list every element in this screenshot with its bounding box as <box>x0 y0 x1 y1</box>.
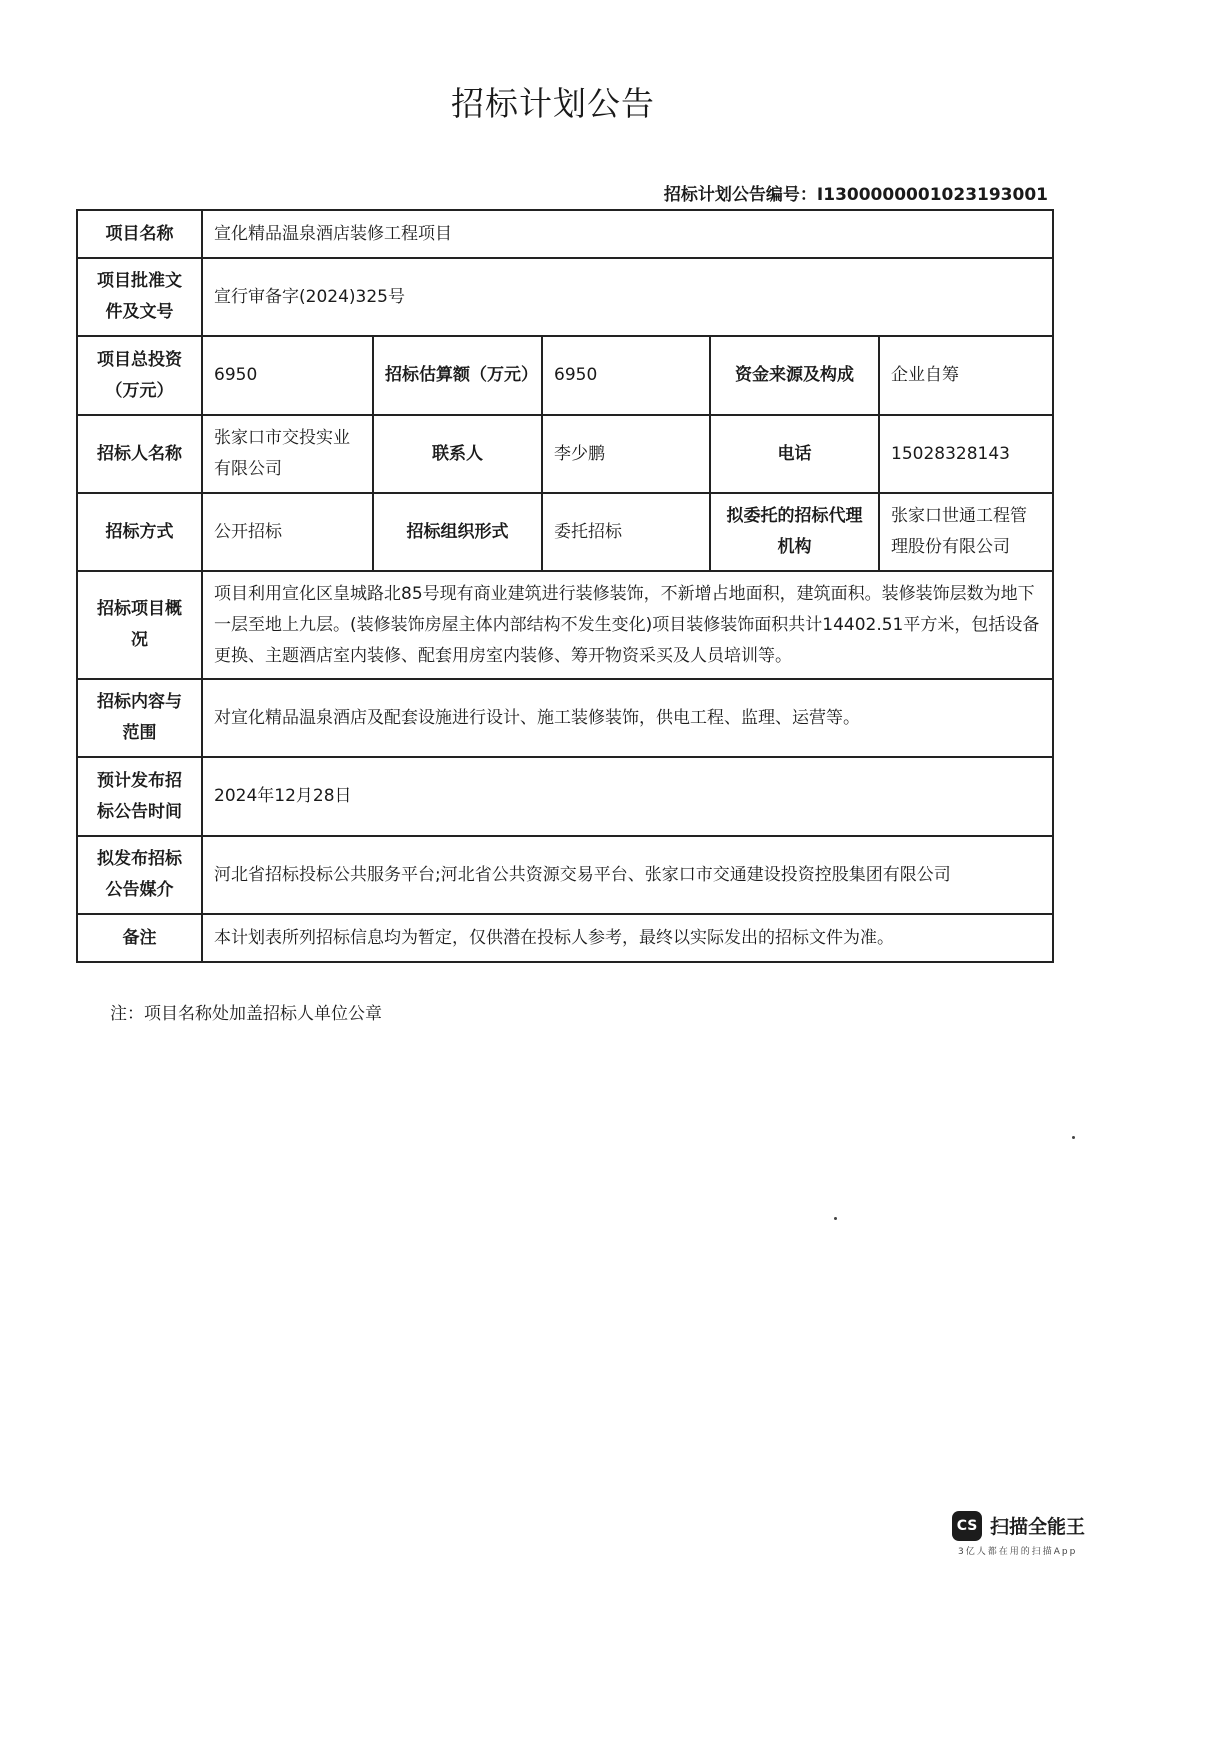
table-row <box>77 493 1053 571</box>
total-investment-value: 6950 <box>202 336 373 415</box>
publish-time-value: 2024年12月28日 <box>202 757 1053 836</box>
media-value: 河北省招标投标公共服务平台;河北省公共资源交易平台、张家口市交通建设投资控股集团有限公司 <box>202 836 1053 914</box>
contact-value: 李少鹏 <box>542 415 710 493</box>
fund-source-value: 企业自筹 <box>879 336 1053 415</box>
method-value: 公开招标 <box>202 493 373 571</box>
table-row <box>77 571 1053 679</box>
scope-value: 对宣化精品温泉酒店及配套设施进行设计、施工装修装饰，供电工程、监理、运营等。 <box>202 679 1053 757</box>
publish-time-label: 预计发布招标公告时间 <box>77 757 202 836</box>
document-title: 招标计划公告 <box>451 84 655 123</box>
table-row <box>77 415 1053 493</box>
table-row <box>77 336 1053 415</box>
overview-value: 项目利用宣化区皇城路北85号现有商业建筑进行装修装饰，不新增占地面积，建筑面积。装修装饰层数为地下一层至地上九层。(装修装饰房屋主体内部结构不发生变化)项目装修装饰面积共计14402.51平方米，包括设备更换、主题酒店室内装修、配套用房室内装修、筹开物资采买及人员培训等。 <box>202 571 1053 679</box>
table-row <box>77 679 1053 757</box>
media-label: 拟发布招标公告媒介 <box>77 836 202 914</box>
estimate-value: 6950 <box>542 336 710 415</box>
agency-label: 拟委托的招标代理机构 <box>710 493 879 571</box>
scope-label: 招标内容与范围 <box>77 679 202 757</box>
table-row <box>77 757 1053 836</box>
agency-value: 张家口世通工程管理股份有限公司 <box>879 493 1053 571</box>
tenderer-label: 招标人名称 <box>77 415 202 493</box>
contact-label: 联系人 <box>373 415 542 493</box>
phone-value: 15028328143 <box>879 415 1053 493</box>
table-row <box>77 210 1053 258</box>
table-row <box>77 836 1053 914</box>
remark-value: 本计划表所列招标信息均为暂定，仅供潜在投标人参考，最终以实际发出的招标文件为准。 <box>202 914 1053 962</box>
tenderer-value: 张家口市交投实业有限公司 <box>202 415 373 493</box>
scanner-watermark <box>952 1508 1092 1560</box>
table-row <box>77 258 1053 336</box>
org-form-value: 委托招标 <box>542 493 710 571</box>
total-investment-label: 项目总投资（万元） <box>77 336 202 415</box>
table-row <box>77 914 1053 962</box>
footnote: 注：项目名称处加盖招标人单位公章 <box>110 1004 382 1024</box>
remark-label: 备注 <box>77 914 202 962</box>
camscanner-logo-icon: CS <box>952 1511 982 1541</box>
watermark-slogan: 3亿人都在用的扫描App <box>958 1547 1078 1557</box>
approval-doc-value: 宣行审备字(2024)325号 <box>202 258 1053 336</box>
scan-speck <box>834 1217 837 1220</box>
org-form-label: 招标组织形式 <box>373 493 542 571</box>
estimate-label: 招标估算额（万元） <box>373 336 542 415</box>
project-name-label: 项目名称 <box>77 210 202 258</box>
scan-speck <box>1072 1136 1075 1139</box>
method-label: 招标方式 <box>77 493 202 571</box>
watermark-app-name: 扫描全能王 <box>990 1516 1086 1538</box>
project-name-value: 宣化精品温泉酒店装修工程项目 <box>202 210 1053 258</box>
approval-doc-label: 项目批准文件及文号 <box>77 258 202 336</box>
tender-plan-table <box>76 209 1054 963</box>
phone-label: 电话 <box>710 415 879 493</box>
announcement-number: 招标计划公告编号：I1300000001023193001 <box>663 185 1048 205</box>
fund-source-label: 资金来源及构成 <box>710 336 879 415</box>
overview-label: 招标项目概况 <box>77 571 202 679</box>
